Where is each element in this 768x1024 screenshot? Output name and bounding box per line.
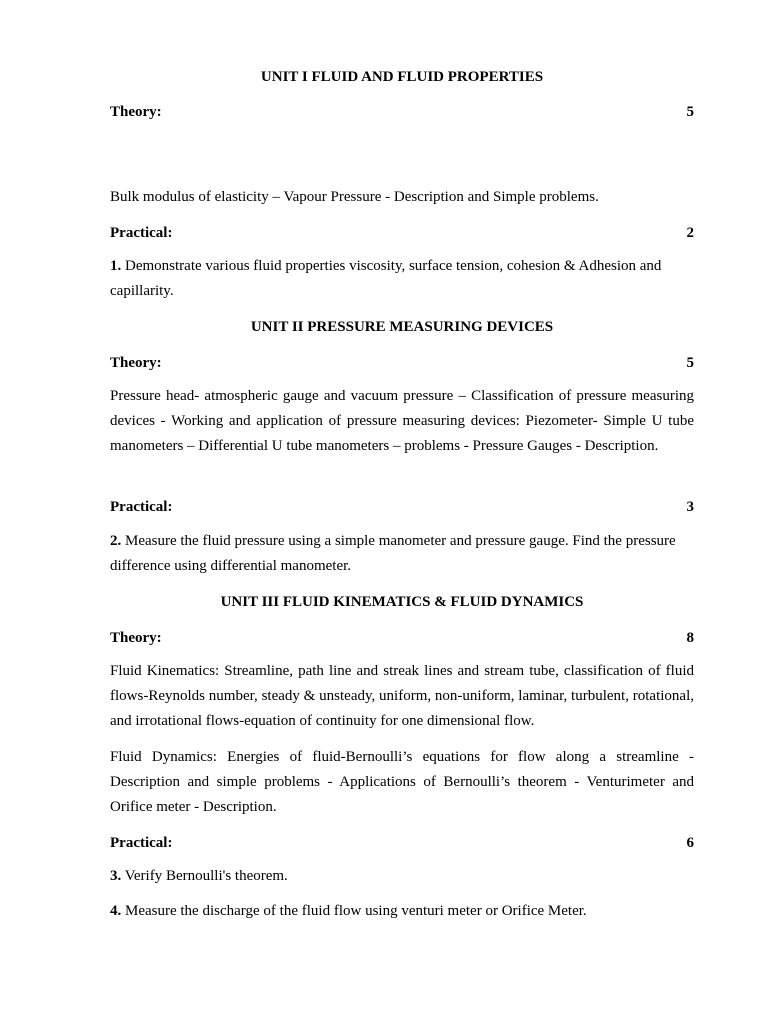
unit-3-practical-item-2 <box>110 899 694 924</box>
unit-3-practical-item-1 <box>110 864 694 889</box>
unit-2-practical-label: Practical: <box>110 499 173 515</box>
practical-text: Measure the discharge of the fluid flow using venturi meter or Orifice Meter. <box>121 903 587 919</box>
unit-2-theory-hours: 5 <box>686 355 694 371</box>
practical-text: Measure the fluid pressure using a simple manometer and pressure gauge. Find the pressure difference using differential manometer. <box>110 533 676 574</box>
practical-number: 1. <box>110 258 122 274</box>
unit-3-theory-label: Theory: <box>110 630 162 646</box>
unit-2-practical-item <box>110 529 694 579</box>
unit-2-practical-row <box>110 498 694 516</box>
unit-3-practical-label: Practical: <box>110 835 173 851</box>
unit-1-practical-item <box>110 254 694 304</box>
unit-2-theory-label: Theory: <box>110 355 162 371</box>
practical-number: 3. <box>110 868 122 884</box>
unit-3-theory-row <box>110 629 694 647</box>
unit-3-theory-text-kinematics: Fluid Kinematics: Streamline, path line and streak lines and stream tube, classification of fluid flows-Reynolds number, steady & unsteady, uniform, non-uniform, laminar, turbulent, rotational, and irrotational flows-equation of continuity for one dimensional flow. <box>110 663 694 729</box>
practical-number: 2. <box>110 533 122 549</box>
unit-1-theory-label: Theory: <box>110 104 162 120</box>
unit-3-practical-hours: 6 <box>686 835 694 851</box>
unit-3-theory-text-dynamics: Fluid Dynamics: Energies of fluid-Bernoulli’s equations for flow along a streamline - Description and simple problems - Applications of Bernoulli’s theorem - Venturimeter and Orifice meter - Description. <box>110 749 694 815</box>
practical-text: Demonstrate various fluid properties viscosity, surface tension, cohesion & Adhesion and capillarity. <box>110 258 662 299</box>
unit-1-theory-text: Bulk modulus of elasticity – Vapour Pressure - Description and Simple problems. <box>110 189 599 205</box>
unit-1-theory-hours: 5 <box>686 104 694 120</box>
unit-2-heading: UNIT II PRESSURE MEASURING DEVICES <box>250 319 554 335</box>
unit-3-theory-hours: 8 <box>686 630 694 646</box>
unit-1-theory-row <box>110 103 694 121</box>
unit-2-practical-hours: 3 <box>686 499 694 515</box>
practical-number: 4. <box>110 903 122 919</box>
unit-1-heading: UNIT I FLUID AND FLUID PROPERTIES <box>260 69 544 85</box>
unit-2-theory-text: Pressure head- atmospheric gauge and vacuum pressure – Classification of pressure measuring devices - Working and application of pressure measuring devices: Piezometer- Simple U tube manometers – Differential U tube manometers – problems - Pressure Gauges - Description. <box>110 388 694 454</box>
unit-1-practical-hours: 2 <box>686 225 694 241</box>
unit-2-theory-row <box>110 354 694 372</box>
unit-1-practical-label: Practical: <box>110 225 173 241</box>
unit-3-practical-row <box>110 834 694 852</box>
unit-1-practical-row <box>110 224 694 242</box>
practical-text: Verify Bernoulli's theorem. <box>121 868 288 884</box>
unit-3-heading: UNIT III FLUID KINEMATICS & FLUID DYNAMICS <box>220 594 584 610</box>
